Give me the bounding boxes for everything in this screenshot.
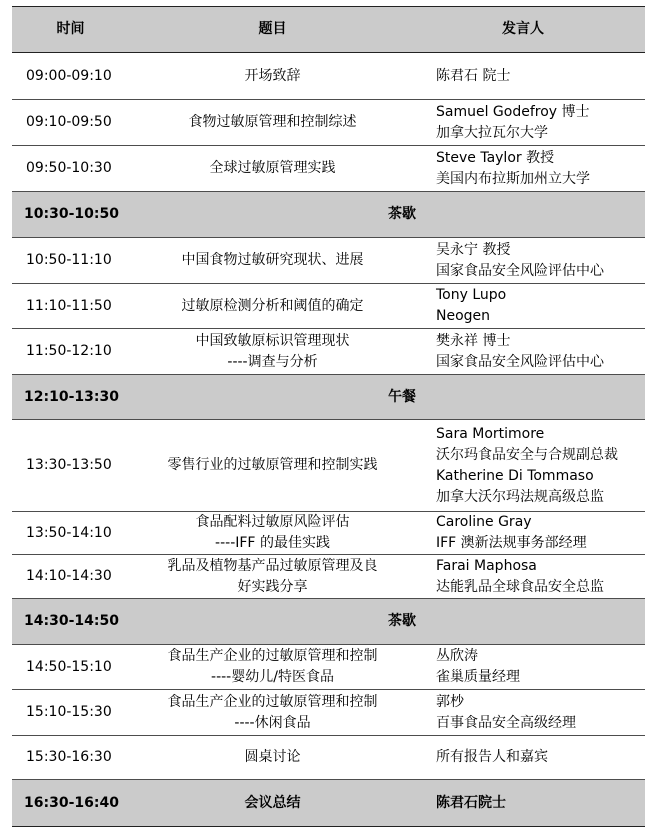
speaker-line: 加拿大拉瓦尔大学 [436, 124, 548, 141]
break-filler [416, 375, 645, 420]
agenda-table [12, 6, 645, 827]
time-cell: 14:30-14:50 [12, 599, 129, 645]
session-row [12, 690, 645, 736]
topic-line: 过敏原检测分析和阈值的确定 [181, 297, 364, 314]
speaker-cell [416, 146, 645, 192]
topic-line: ----调查与分析 [227, 353, 318, 370]
speaker-line: 郭杪 [436, 693, 464, 710]
topic-cell [129, 512, 416, 555]
session-row [12, 53, 645, 100]
speaker-cell [416, 690, 645, 736]
session-row [12, 284, 645, 329]
break-filler [416, 192, 645, 238]
header-speaker: 发言人 [416, 7, 645, 53]
speaker-line: 达能乳品全球食品安全总监 [436, 578, 604, 595]
header-row [12, 7, 645, 53]
topic-line: 食物过敏原管理和控制综述 [188, 114, 357, 130]
speaker-line: 陈君石 院士 [436, 67, 511, 84]
speaker-cell [416, 100, 645, 146]
speaker-line: 樊永祥 博士 [436, 332, 511, 349]
speaker-line: Caroline Gray [436, 514, 532, 530]
time-cell: 15:10-15:30 [12, 690, 129, 736]
speaker-line: 国家食品安全风险评估中心 [436, 262, 604, 279]
speaker-line: Steve Taylor 教授 [436, 149, 555, 166]
time-cell: 11:10-11:50 [12, 284, 129, 329]
break-label: 午餐 [129, 375, 416, 420]
speaker-line: Tony Lupo [436, 287, 507, 303]
topic-cell [129, 238, 416, 284]
speaker-cell [416, 555, 645, 599]
break-row [12, 192, 645, 238]
session-row [12, 736, 645, 780]
session-row [12, 146, 645, 192]
topic-line: 好实践分享 [237, 578, 308, 595]
speaker-line: 加拿大沃尔玛法规高级总监 [436, 488, 604, 505]
topic-line: ----IFF 的最佳实践 [215, 535, 330, 551]
time-cell: 16:30-16:40 [12, 780, 129, 827]
topic-line: ----休闲食品 [234, 714, 311, 731]
speaker-cell [416, 645, 645, 690]
topic-cell [129, 736, 416, 780]
topic-cell [129, 420, 416, 512]
topic-line: 会议总结 [244, 794, 301, 811]
speaker-line: 百事食品安全高级经理 [436, 714, 576, 731]
session-row [12, 420, 645, 512]
time-cell: 09:00-09:10 [12, 53, 129, 100]
topic-line: 食品配料过敏原风险评估 [195, 514, 350, 530]
speaker-line: IFF 澳新法规事务部经理 [436, 535, 587, 551]
time-cell: 13:50-14:10 [12, 512, 129, 555]
time-cell: 11:50-12:10 [12, 329, 129, 375]
time-cell: 14:50-15:10 [12, 645, 129, 690]
session-row [12, 512, 645, 555]
speaker-cell [416, 780, 645, 827]
speaker-cell [416, 512, 645, 555]
topic-line: 全球过敏原管理实践 [209, 160, 336, 176]
topic-line: 乳品及植物基产品过敏原管理及良 [167, 557, 378, 574]
header-topic: 题目 [129, 7, 416, 53]
topic-line: 中国致敏原标识管理现状 [195, 332, 350, 349]
topic-cell [129, 555, 416, 599]
break-filler [416, 599, 645, 645]
time-cell: 09:10-09:50 [12, 100, 129, 146]
topic-line: 圆桌讨论 [244, 749, 301, 765]
topic-cell [129, 100, 416, 146]
speaker-cell [416, 238, 645, 284]
topic-line: 食品生产企业的过敏原管理和控制 [167, 693, 378, 710]
time-cell: 13:30-13:50 [12, 420, 129, 512]
speaker-cell [416, 420, 645, 512]
topic-line: 中国食物过敏研究现状、进展 [181, 252, 364, 268]
time-cell: 12:10-13:30 [12, 375, 129, 420]
speaker-line: Samuel Godefroy 博士 [436, 103, 590, 120]
speaker-line: 所有报告人和嘉宾 [436, 749, 548, 765]
session-row [12, 100, 645, 146]
speaker-line: 美国内布拉斯加州立大学 [436, 170, 590, 187]
time-cell: 10:50-11:10 [12, 238, 129, 284]
speaker-line: 陈君石院士 [436, 794, 506, 811]
time-cell: 09:50-10:30 [12, 146, 129, 192]
speaker-line: Neogen [436, 308, 491, 324]
session-row [12, 238, 645, 284]
break-label: 茶歇 [129, 599, 416, 645]
speaker-line: 丛欣涛 [436, 648, 478, 664]
topic-cell [129, 284, 416, 329]
topic-line: ----婴幼儿/特医食品 [211, 669, 334, 685]
topic-line: 食品生产企业的过敏原管理和控制 [167, 648, 378, 664]
header-time: 时间 [12, 7, 129, 53]
time-cell: 14:10-14:30 [12, 555, 129, 599]
topic-cell [129, 53, 416, 100]
speaker-line: 吴永宁 教授 [436, 241, 511, 258]
session-row [12, 555, 645, 599]
topic-line: 零售行业的过敏原管理和控制实践 [167, 457, 378, 473]
speaker-cell [416, 53, 645, 100]
speaker-cell [416, 329, 645, 375]
time-cell: 10:30-10:50 [12, 192, 129, 238]
speaker-line: 国家食品安全风险评估中心 [436, 353, 604, 370]
time-cell: 15:30-16:30 [12, 736, 129, 780]
topic-cell [129, 146, 416, 192]
topic-cell [129, 645, 416, 690]
session-row [12, 329, 645, 375]
session-row [12, 645, 645, 690]
speaker-line: Sara Mortimore [436, 425, 545, 442]
speaker-line: 沃尔玛食品安全与合规副总裁 [436, 446, 618, 463]
speaker-line: Katherine Di Tommaso [436, 467, 594, 484]
speaker-cell [416, 284, 645, 329]
topic-cell [129, 329, 416, 375]
speaker-line: Farai Maphosa [436, 557, 537, 574]
break-label: 茶歇 [129, 192, 416, 238]
speaker-cell [416, 736, 645, 780]
break-row [12, 375, 645, 420]
topic-cell [129, 690, 416, 736]
closing-row [12, 780, 645, 827]
speaker-line: 雀巢质量经理 [436, 669, 520, 685]
topic-cell [129, 780, 416, 827]
break-row [12, 599, 645, 645]
topic-line: 开场致辞 [244, 67, 301, 84]
